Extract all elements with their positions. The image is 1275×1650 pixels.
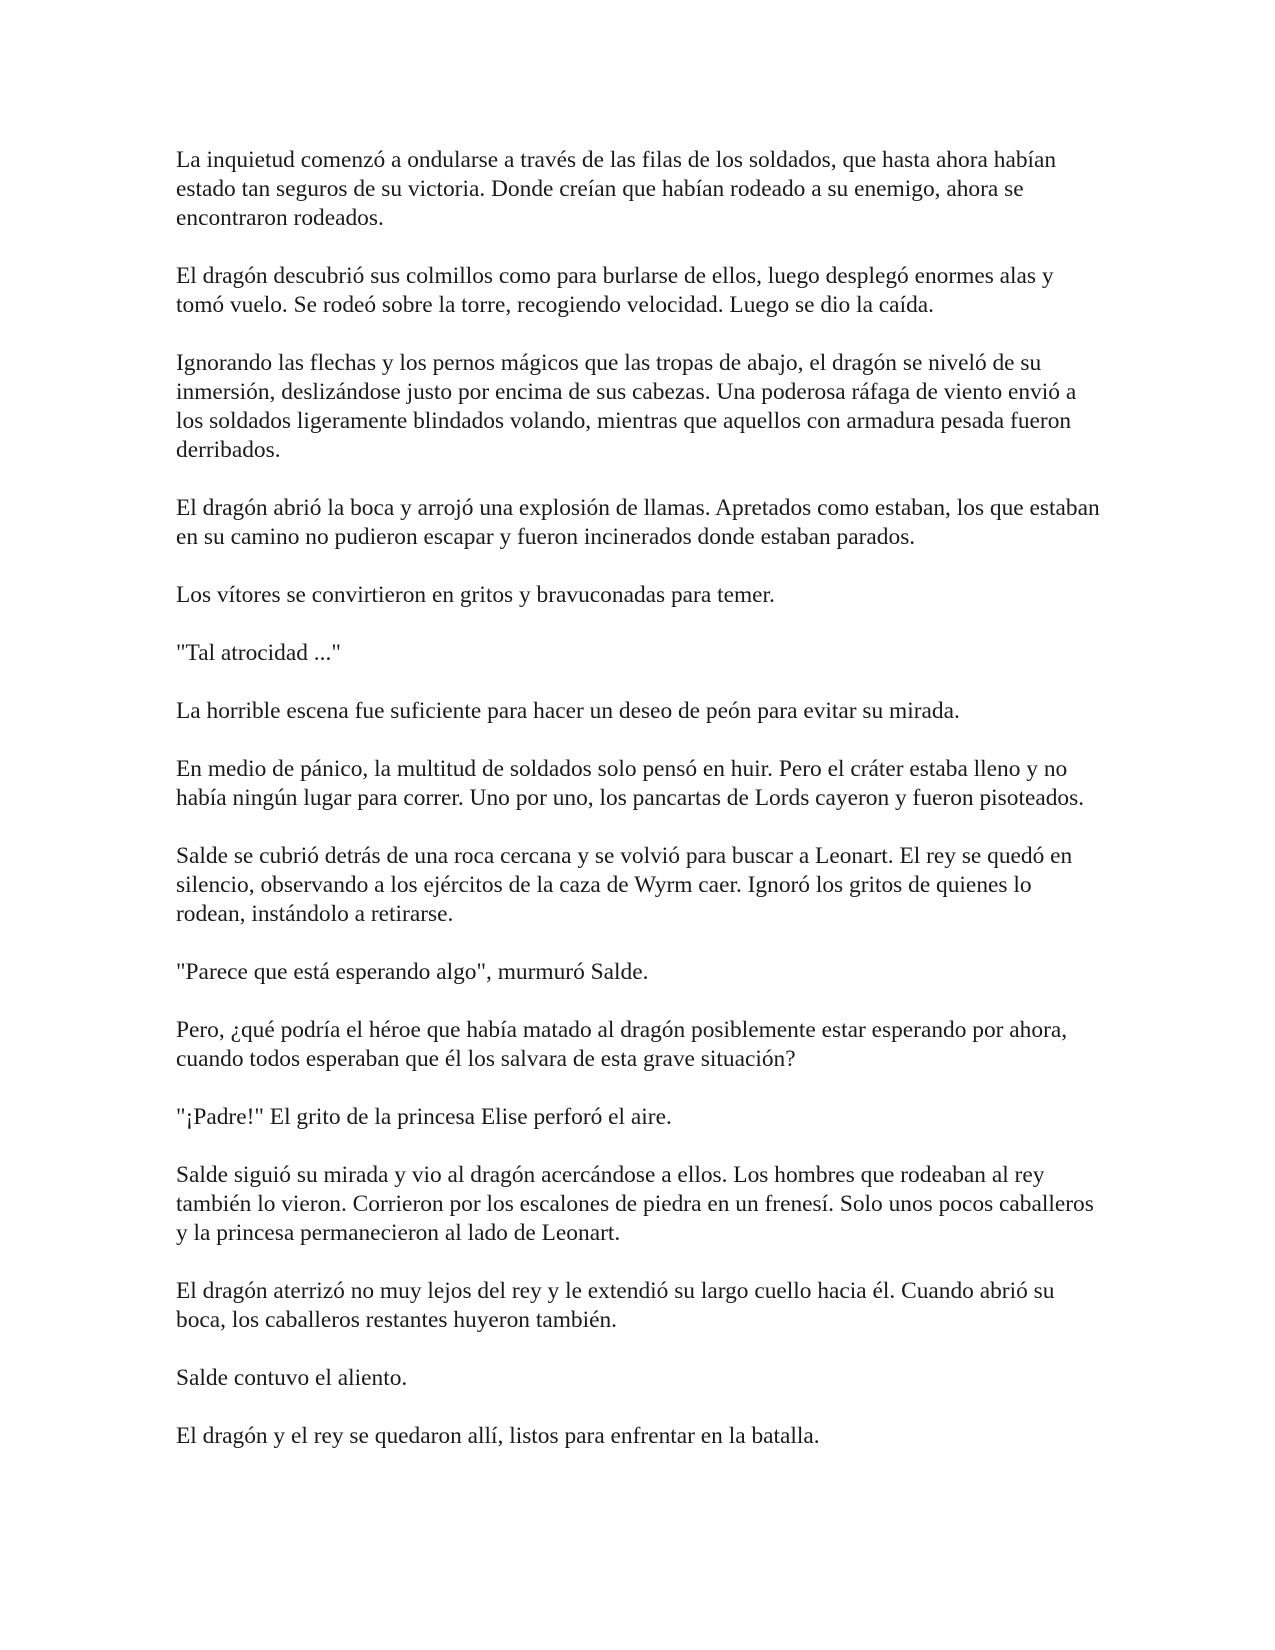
paragraph: El dragón aterrizó no muy lejos del rey y le extendió su largo cuello hacia él. Cuando abrió su boca, los caballeros restantes huyeron también. (176, 1278, 1055, 1333)
paragraph: El dragón descubrió sus colmillos como para burlarse de ellos, luego desplegó enormes alas y tomó vuelo. Se rodeó sobre la torre, recogiendo velocidad. Luego se dio la caída. (176, 263, 1054, 318)
paragraph: En medio de pánico, la multitud de soldados solo pensó en huir. Pero el cráter estaba lleno y no había ningún lugar para correr. Uno por uno, los pancartas de Lords cayeron y fueron pisoteados. (176, 756, 1085, 811)
paragraph: "¡Padre!" El grito de la princesa Elise perforó el aire. (176, 1104, 672, 1130)
paragraph: Los vítores se convirtieron en gritos y bravuconadas para temer. (176, 582, 775, 608)
paragraph: Salde contuvo el aliento. (176, 1365, 408, 1391)
document-body (176, 146, 1106, 1480)
paragraph: El dragón y el rey se quedaron allí, listos para enfrentar en la batalla. (176, 1423, 820, 1449)
paragraph: Salde se cubrió detrás de una roca cercana y se volvió para buscar a Leonart. El rey se quedó en silencio, observando a los ejércitos de la caza de Wyrm caer. Ignoró los gritos de quienes lo rodean, instándolo a retirarse. (176, 843, 1073, 927)
paragraph: "Parece que está esperando algo", murmuró Salde. (176, 959, 649, 985)
paragraph: "Tal atrocidad ..." (176, 640, 341, 666)
paragraph: La inquietud comenzó a ondularse a través de las filas de los soldados, que hasta ahora habían estado tan seguros de su victoria. Donde creían que habían rodeado a su enemigo, ahora se encontraron rodeados. (176, 147, 1057, 231)
paragraph: Ignorando las flechas y los pernos mágicos que las tropas de abajo, el dragón se niveló de su inmersión, deslizándose justo por encima de sus cabezas. Una poderosa ráfaga de viento envió a los soldados ligeramente blindados volando, mientras que aquellos con armadura pesada fueron derribados. (176, 350, 1077, 463)
paragraph: Salde siguió su mirada y vio al dragón acercándose a ellos. Los hombres que rodeaban al rey también lo vieron. Corrieron por los escalones de piedra en un frenesí. Solo unos pocos caballeros y la princesa permanecieron al lado de Leonart. (176, 1162, 1094, 1246)
paragraph: El dragón abrió la boca y arrojó una explosión de llamas. Apretados como estaban, los que estaban en su camino no pudieron escapar y fueron incinerados donde estaban parados. (176, 495, 1100, 550)
paragraph: Pero, ¿qué podría el héroe que había matado al dragón posiblemente estar esperando por ahora, cuando todos esperaban que él los salvara de esta grave situación? (176, 1017, 1068, 1072)
paragraph: La horrible escena fue suficiente para hacer un deseo de peón para evitar su mirada. (176, 698, 960, 724)
